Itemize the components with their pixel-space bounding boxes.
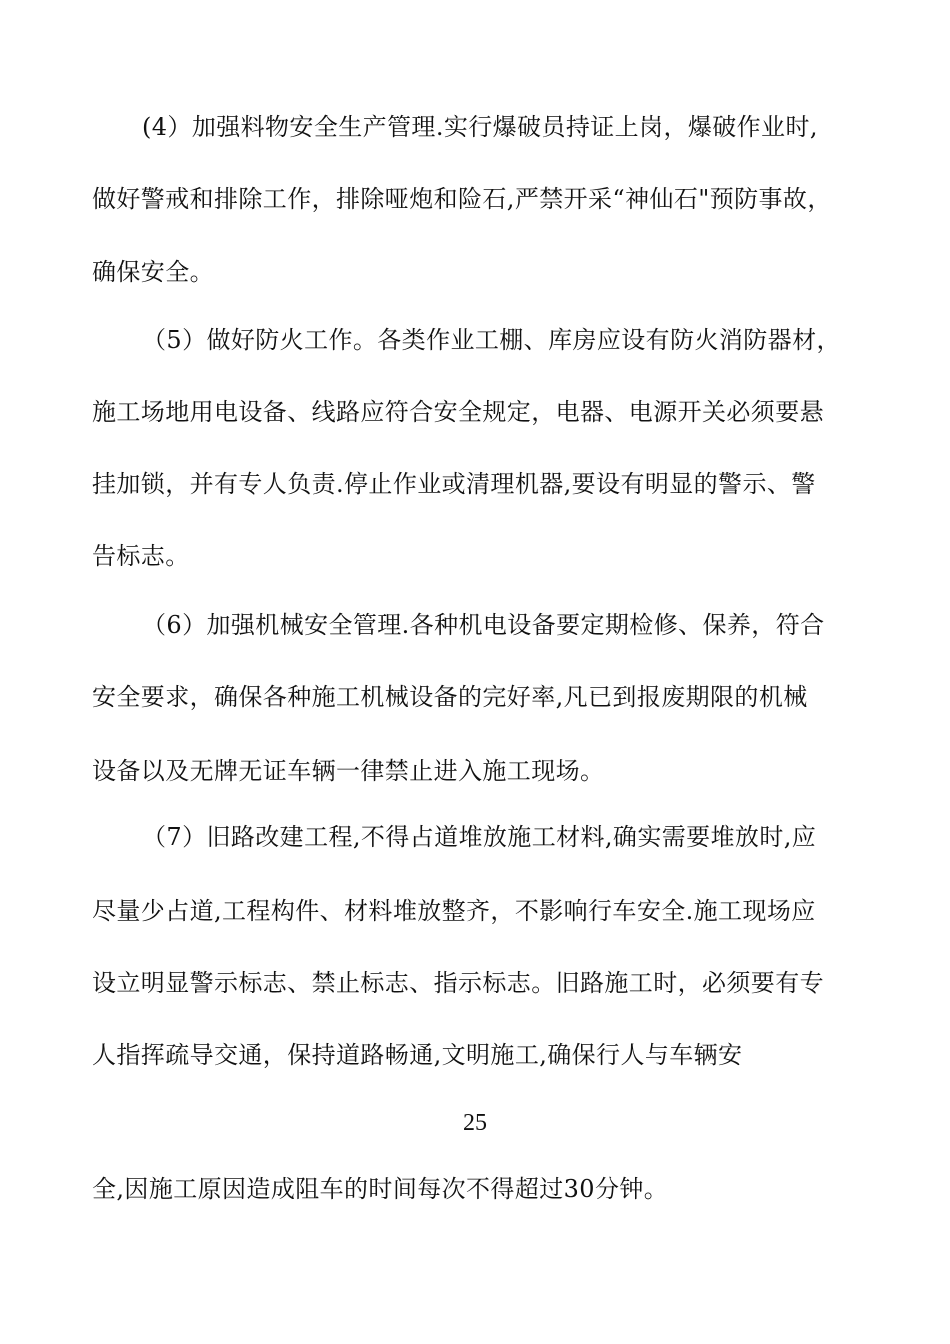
- paragraph-7-line-2: 尽量少占道,工程构件、材料堆放整齐，不影响行车安全.施工现场应: [92, 897, 816, 925]
- paragraph-7-line-1: （7）旧路改建工程,不得占道堆放施工材料,确实需要堆放时,应: [142, 823, 817, 851]
- paragraph-6-line-3: 设备以及无牌无证车辆一律禁止进入施工现场。: [92, 757, 605, 785]
- paragraph-7-line-3: 设立明显警示标志、禁止标志、指示标志。旧路施工时，必须要有专: [92, 969, 824, 997]
- paragraph-5-line-1: （5）做好防火工作。各类作业工棚、库房应设有防火消防器材，: [142, 326, 841, 354]
- continuation-line: 全,因施工原因造成阻车的时间每次不得超过30分钟。: [92, 1175, 669, 1203]
- paragraph-5-line-2: 施工场地用电设备、线路应符合安全规定，电器、电源开关必须要悬: [92, 398, 824, 426]
- paragraph-6-line-1: （6）加强机械安全管理.各种机电设备要定期检修、保养，符合: [142, 611, 825, 639]
- paragraph-4-line-1: (4）加强料物安全生产管理.实行爆破员持证上岗，爆破作业时,: [142, 113, 818, 141]
- paragraph-5-line-4: 告标志。: [92, 542, 190, 570]
- page-number: 25: [463, 1110, 487, 1136]
- paragraph-4-line-3: 确保安全。: [92, 258, 214, 286]
- paragraph-6-line-2: 安全要求，确保各种施工机械设备的完好率,凡已到报废期限的机械: [92, 683, 808, 711]
- paragraph-7-line-4: 人指挥疏导交通，保持道路畅通,文明施工,确保行人与车辆安: [92, 1041, 743, 1069]
- paragraph-5-line-3: 挂加锁，并有专人负责.停止作业或清理机器,要设有明显的警示、警: [92, 470, 816, 498]
- paragraph-4-line-2: 做好警戒和排除工作，排除哑炮和险石,严禁开采“神仙石"预防事故，: [92, 185, 832, 213]
